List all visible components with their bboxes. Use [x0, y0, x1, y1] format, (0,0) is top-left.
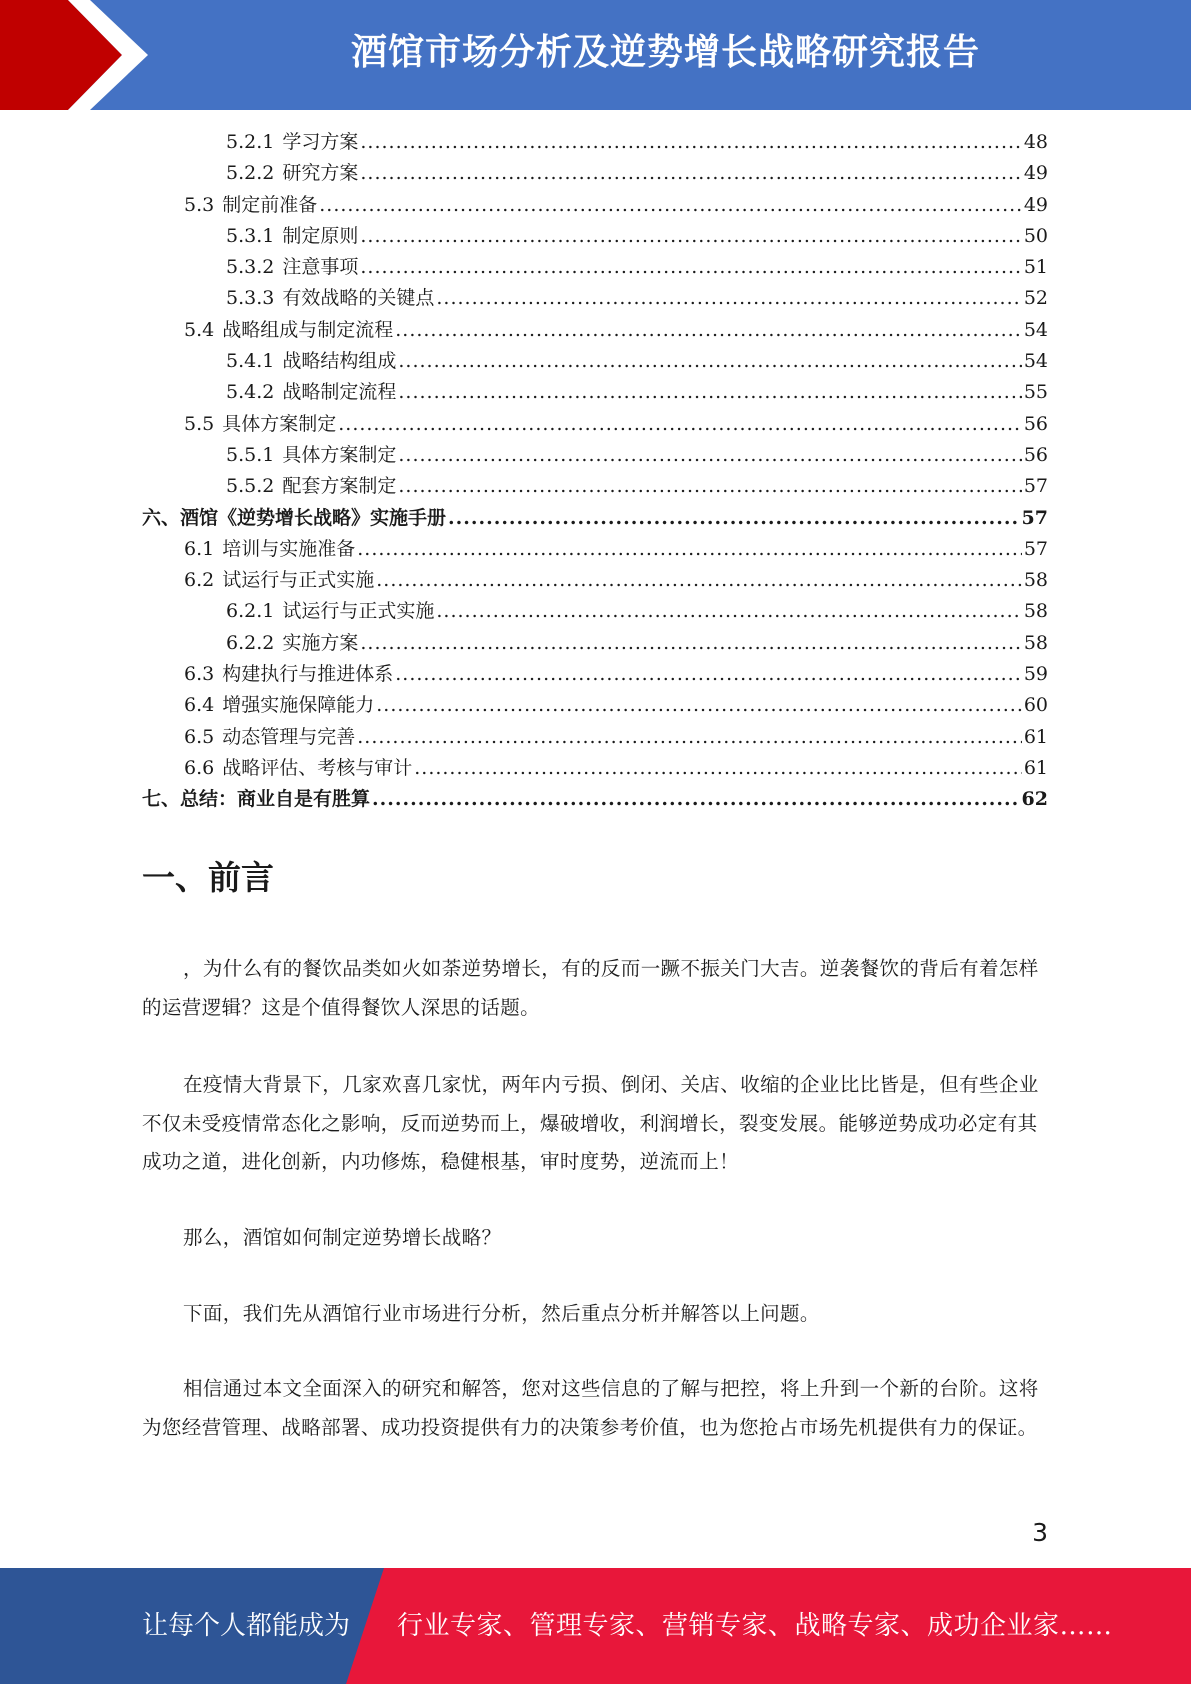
toc-leader-dots [376, 569, 1022, 591]
toc-entry-page: 59 [1023, 663, 1048, 686]
toc-entry[interactable] [142, 377, 1048, 408]
toc-entry-page: 55 [1023, 381, 1048, 404]
toc-entry-number: 5.3.3 [226, 287, 275, 310]
toc-entry-number: 6.3 [184, 663, 215, 686]
toc-entry-page: 49 [1023, 193, 1048, 216]
toc-entry-page: 61 [1023, 756, 1048, 779]
toc-entry-page: 56 [1023, 443, 1048, 466]
toc-entry-page: 61 [1023, 725, 1048, 748]
toc-entry-title: 七、总结：商业自是有胜算 [142, 788, 371, 811]
toc-entry-title: 注意事项 [282, 256, 359, 279]
toc-entry-title: 制定原则 [282, 224, 359, 247]
toc-entry-page: 60 [1023, 694, 1048, 717]
toc-leader-dots [436, 287, 1021, 309]
toc-leader-dots [357, 726, 1022, 748]
paragraph: 下面，我们先从酒馆行业市场进行分析，然后重点分析并解答以上问题。 [183, 1302, 820, 1325]
toc-entry-number: 5.3.2 [226, 256, 275, 279]
toc-entry-page: 57 [1021, 506, 1048, 529]
toc-entry-number: 6.6 [184, 756, 215, 779]
toc-leader-dots [395, 663, 1022, 685]
toc-entry[interactable] [142, 252, 1048, 283]
toc-entry-page: 57 [1023, 537, 1048, 560]
toc-entry-title: 动态管理与完善 [222, 725, 356, 748]
toc-entry-page: 58 [1023, 631, 1048, 654]
toc-leader-dots [398, 475, 1021, 497]
toc-entry-number: 6.4 [184, 694, 215, 717]
footer-slogan-left: 让每个人都能成为 [142, 1611, 351, 1641]
toc-entry-page: 54 [1023, 350, 1048, 373]
toc-leader-dots [360, 256, 1021, 278]
toc-entry-page: 52 [1023, 287, 1048, 310]
toc-entry[interactable] [142, 409, 1048, 440]
toc-entry[interactable] [142, 346, 1048, 377]
toc-entry[interactable] [142, 659, 1048, 690]
toc-leader-dots [360, 225, 1021, 247]
toc-entry-title: 具体方案制定 [282, 443, 397, 466]
toc-entry-number: 5.2.1 [226, 131, 275, 153]
toc-entry-number: 5.3.1 [226, 224, 275, 247]
toc-entry-title: 试运行与正式实施 [282, 600, 435, 623]
toc-entry[interactable] [142, 283, 1048, 314]
page-number: 3 [1032, 1518, 1048, 1547]
toc-entry-page: 48 [1023, 131, 1048, 153]
toc-entry-number: 6.5 [184, 725, 215, 748]
toc-entry[interactable] [142, 534, 1048, 565]
toc-entry-title: 增强实施保障能力 [222, 694, 375, 717]
toc-entry-number: 6.2 [184, 569, 215, 592]
toc-entry-number: 6.2.2 [226, 631, 275, 654]
toc-entry-number: 5.5 [184, 412, 215, 435]
report-title: 酒馆市场分析及逆势增长战略研究报告 [350, 32, 980, 73]
paragraph: 在疫情大背景下，几家欢喜几家忧，两年内亏损、倒闭、关店、收缩的企业比比皆是，但有些企业不仅未受疫情常态化之影响，反而逆势而上，爆破增收，利润增长，裂变发展。能够逆势成功必定有其成功之道，进化创新，内功修炼，稳健根基，审时度势，逆流而上！ [142, 1073, 1039, 1173]
toc-entry-title: 战略评估、考核与审计 [222, 756, 413, 779]
table-of-contents [142, 127, 1048, 816]
toc-entry-page: 58 [1023, 569, 1048, 592]
toc-entry-title: 制定前准备 [222, 193, 318, 216]
toc-entry[interactable] [142, 503, 1048, 534]
toc-entry-number: 5.5.1 [226, 443, 275, 466]
toc-leader-dots [357, 538, 1022, 560]
toc-leader-dots [414, 757, 1022, 779]
toc-entry-title: 学习方案 [282, 131, 359, 153]
toc-entry-title: 构建执行与推进体系 [222, 663, 394, 686]
toc-entry[interactable] [142, 127, 1048, 158]
toc-leader-dots [372, 788, 1020, 810]
toc-entry[interactable] [142, 471, 1048, 502]
toc-entry-title: 实施方案 [282, 631, 359, 654]
toc-entry-number: 5.4.1 [226, 350, 275, 373]
toc-leader-dots [360, 632, 1021, 654]
toc-leader-dots [376, 694, 1022, 716]
toc-entry[interactable] [142, 565, 1048, 596]
toc-entry[interactable] [142, 784, 1048, 815]
toc-entry-title: 六、酒馆《逆势增长战略》实施手册 [142, 506, 447, 529]
toc-entry-title: 战略结构组成 [282, 350, 397, 373]
toc-entry-number: 5.2.2 [226, 162, 275, 185]
toc-entry-number: 5.5.2 [226, 475, 275, 498]
toc-leader-dots [398, 381, 1021, 403]
toc-leader-dots [360, 131, 1021, 153]
toc-entry[interactable] [142, 190, 1048, 221]
toc-entry-number: 6.2.1 [226, 600, 275, 623]
toc-leader-dots [448, 507, 1020, 529]
toc-entry-title: 配套方案制定 [282, 475, 397, 498]
toc-entry-number: 5.4 [184, 318, 215, 341]
toc-entry-page: 49 [1023, 162, 1048, 185]
toc-entry[interactable] [142, 628, 1048, 659]
toc-entry-page: 58 [1023, 600, 1048, 623]
toc-entry-title: 研究方案 [282, 162, 359, 185]
toc-leader-dots [360, 162, 1021, 184]
toc-entry[interactable] [142, 690, 1048, 721]
toc-entry-number: 5.4.2 [226, 381, 275, 404]
toc-entry-number: 6.1 [184, 537, 215, 560]
toc-entry[interactable] [142, 221, 1048, 252]
toc-entry[interactable] [142, 722, 1048, 753]
toc-entry-page: 56 [1023, 412, 1048, 435]
toc-leader-dots [398, 444, 1021, 466]
toc-entry-page: 57 [1023, 475, 1048, 498]
toc-entry-page: 62 [1021, 788, 1048, 811]
toc-entry-number: 5.3 [184, 193, 215, 216]
toc-entry[interactable] [142, 315, 1048, 346]
toc-entry-title: 战略组成与制定流程 [222, 318, 394, 341]
header-arrow-decoration [0, 0, 150, 110]
paragraph: 相信通过本文全面深入的研究和解答，您对这些信息的了解与把控，将上升到一个新的台阶。这将为您经营管理、战略部署、成功投资提供有力的决策参考价值，也为您抢占市场先机提供有力的保证。 [142, 1377, 1039, 1439]
toc-entry-page: 51 [1023, 256, 1048, 279]
page-header [0, 0, 1191, 110]
toc-leader-dots [398, 350, 1021, 372]
page-footer [0, 1568, 1191, 1684]
toc-entry[interactable] [142, 440, 1048, 471]
toc-entry-page: 50 [1023, 224, 1048, 247]
paragraph: ，为什么有的餐饮品类如火如荼逆势增长，有的反而一蹶不振关门大吉。逆袭餐饮的背后有着怎样的运营逻辑？这是个值得餐饮人深思的话题。 [142, 957, 1039, 1019]
toc-entry[interactable] [142, 753, 1048, 784]
toc-entry-title: 培训与实施准备 [222, 537, 356, 560]
section-heading: 一、前言 [142, 858, 274, 897]
toc-leader-dots [338, 413, 1022, 435]
toc-leader-dots [319, 194, 1022, 216]
toc-entry-title: 试运行与正式实施 [222, 569, 375, 592]
toc-entry-title: 有效战略的关键点 [282, 287, 435, 310]
toc-leader-dots [395, 319, 1022, 341]
toc-entry-page: 54 [1023, 318, 1048, 341]
toc-entry[interactable] [142, 596, 1048, 627]
paragraph: 那么，酒馆如何制定逆势增长战略？ [183, 1226, 502, 1249]
toc-entry-title: 具体方案制定 [222, 412, 337, 435]
footer-slogan-right: 行业专家、管理专家、营销专家、战略专家、成功企业家…… [397, 1611, 1113, 1641]
toc-entry[interactable] [142, 158, 1048, 189]
toc-leader-dots [436, 600, 1021, 622]
toc-entry-title: 战略制定流程 [282, 381, 397, 404]
